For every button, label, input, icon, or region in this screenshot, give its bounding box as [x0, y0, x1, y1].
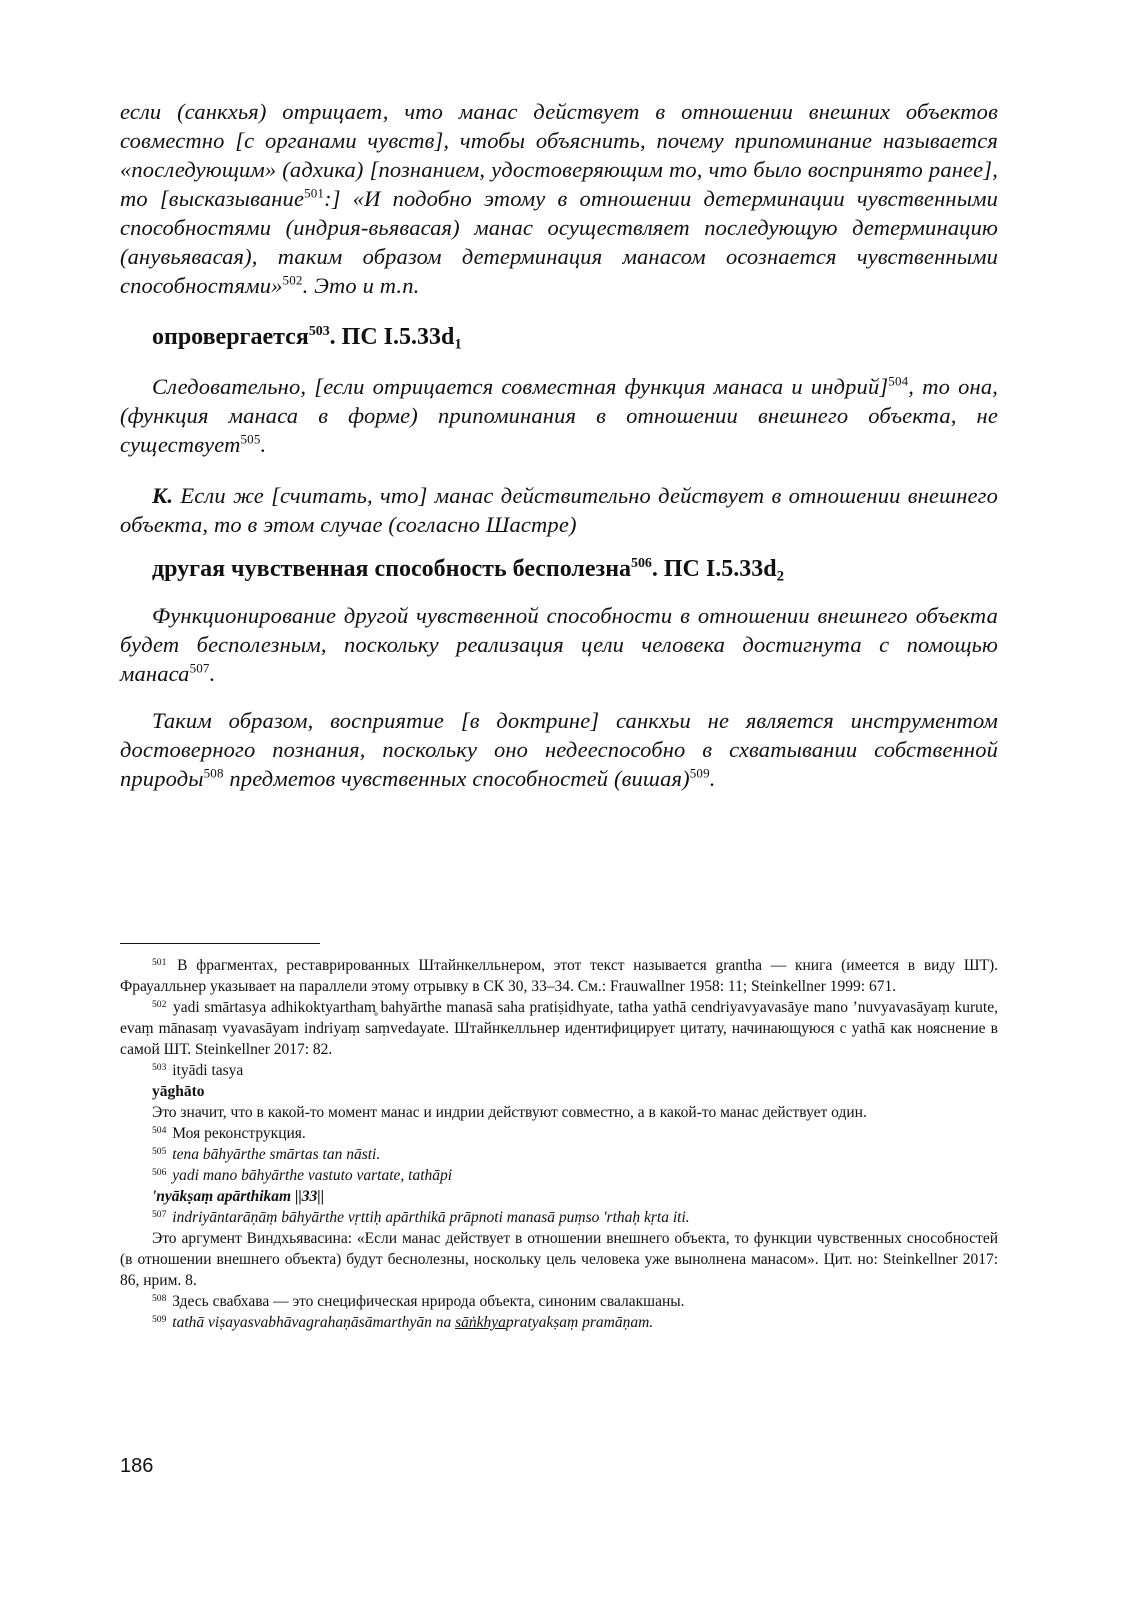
footnote-502	[120, 997, 998, 1060]
paragraph-text: Функционирование другой чувственной способности в отношении внешнего объекта будет бесполезным, поскольку реализация цели человека достигнута с помощью манаса	[120, 603, 998, 686]
heading-subscript: 2	[776, 568, 784, 585]
footnote-text: Моя реконструкция.	[168, 1125, 306, 1142]
paragraph-1	[120, 97, 998, 300]
paragraph-text: , то она, (функция манаса в форме) припоминания в отношении внешнего объекта, не существует	[120, 374, 999, 457]
footnote-text: tathā viṣayasvabhāvagrahaṇāsāmarthyān na	[168, 1314, 456, 1331]
paragraph-text: :] «И подобно этому в отношении детерминации чувственными способностями (индрия-вьявасая) манас осуществляет последующую детерминацию (анувьявасая), таким образом детерминация манасом осознается чувственными способностями»	[120, 186, 998, 298]
footnote-507	[120, 1207, 998, 1228]
footnote-506	[120, 1165, 998, 1186]
section-heading-2	[120, 554, 998, 584]
footnote-text: pratyakṣaṃ pramāṇam.	[505, 1314, 654, 1331]
footnote-text: tena bāhyārthe smārtas tan nāsti.	[168, 1146, 381, 1163]
speaker-marker: К.	[152, 483, 174, 508]
footnote-ref-506[interactable]: 506	[631, 555, 652, 571]
footnote-509	[120, 1312, 998, 1333]
footnote-506-verse: 'nyākṣaṃ apārthikam ||33||	[152, 1188, 325, 1205]
footnote-ref-508[interactable]: 508	[203, 765, 224, 781]
footnote-text: ityādi tasya	[168, 1062, 244, 1079]
footnote-text: В фрагментах, реставрированных Штайнкелльнером, этот текст называется grantha — книга (имеется в виду ШТ). Фрауалльнер указывает на параллели этому отрывку в СК 30, 33–34. См.: Frauwallner 1958: 11; Steinkellner 1999: 671.	[120, 957, 998, 995]
footnote-number: 507	[152, 1208, 167, 1220]
footnote-divider	[120, 943, 320, 944]
page-number: 186	[120, 1455, 154, 1477]
paragraph-text: Если же [считать, что] манас действительно действует в отношении внешнего объекта, то в этом случае (согласно Шастре)	[120, 483, 998, 537]
heading-text: . ПС I.5.33d	[651, 556, 777, 582]
section-heading-1	[120, 322, 998, 352]
heading-subscript: 1	[454, 336, 462, 353]
footnote-ref-502[interactable]: 502	[282, 272, 303, 288]
heading-text: . ПС I.5.33d	[329, 324, 455, 350]
footnote-503-comment: Это значит, что в какой-то момент манас и индрии действуют совместно, а в какой-то манас действует один.	[152, 1104, 867, 1121]
footnote-ref-507[interactable]: 507	[189, 660, 210, 676]
paragraph-4	[120, 601, 998, 688]
paragraph-text: .	[260, 432, 267, 457]
paragraph-text: если (санкхья) отрицает, что манас действует в отношении внешних объектов совместно [с органами чувств], чтобы объяснить, почему припоминание называется «последующим» (адхика) [познанием, удостоверяющим то, что было воспринято ранее], то [высказывание	[120, 99, 998, 211]
paragraph-text: . Это и т.п.	[302, 273, 420, 298]
paragraph-2	[120, 372, 998, 459]
footnote-number: 505	[152, 1145, 167, 1157]
footnote-number: 506	[152, 1166, 167, 1178]
footnote-ref-503[interactable]: 503	[308, 323, 330, 339]
footnote-number: 504	[152, 1124, 167, 1136]
paragraph-text: .	[709, 766, 716, 791]
footnote-508	[120, 1291, 998, 1312]
paragraph-text: Следовательно, [если отрицается совместная функция манаса и индрий]	[152, 374, 889, 399]
heading-text: опровергается	[152, 324, 309, 350]
footnote-text: Здесь свабхава — это снецифическая нрирода объекта, синоним свалакшаны.	[168, 1293, 685, 1310]
footnote-505	[120, 1144, 998, 1165]
footnote-504	[120, 1123, 998, 1144]
footnotes	[120, 955, 998, 1333]
footnote-underlined-term: sāṅkhya	[455, 1314, 506, 1331]
footnote-number: 501	[152, 956, 167, 968]
paragraph-5	[120, 706, 998, 793]
footnote-ref-505[interactable]: 505	[240, 431, 261, 447]
paragraph-text: .	[209, 661, 216, 686]
footnote-503-verse: yāghāto	[152, 1083, 205, 1100]
paragraph-text: предметов чувственных способностей (вишая)	[223, 766, 690, 791]
footnote-number: 509	[152, 1313, 167, 1325]
footnote-number: 503	[152, 1061, 167, 1073]
footnote-text: yadi smārtasya adhikoktyartham̥ bahyārthe manasā saha pratiṣidhyate, tatha yathā cendriyavyavasāye mano ’nuvyavasāyaṃ kurute, evaṃ mānasaṃ vyavasāyam indriyaṃ saṃvedayate. Штайнкелльнер идентифицирует цитату, начинающуюся с yathā как нояснение в самой ШТ. Steinkellner 2017: 82.	[120, 999, 998, 1058]
footnote-507-comment: Это аргумент Виндхьявасина: «Если манас действует в отношении внешнего объекта, то функции чувственных снособностей (в отношении внешнего объекта) будут беснолезны, носкольку цель человека уже вынолнена манасом». Цит. но: Steinkellner 2017: 86, нрим. 8.	[120, 1230, 998, 1289]
footnote-ref-509[interactable]: 509	[689, 765, 710, 781]
heading-text: другая чувственная способность бесполезна	[152, 556, 632, 582]
footnote-text: indriyāntarāṇāṃ bāhyārthe vṛttiḥ apārthikā prāpnoti manasā puṃso 'rthaḥ kṛta iti.	[168, 1209, 690, 1226]
footnote-number: 508	[152, 1292, 167, 1304]
footnote-text: yadi mano bāhyārthe vastuto vartate, tathāpi	[168, 1167, 453, 1184]
paragraph-text: Таким образом, восприятие [в доктрине] санкхьи не является инструментом достоверного познания, поскольку оно недееспособно в схватывании собственной природы	[120, 708, 998, 791]
footnote-503	[120, 1060, 998, 1081]
footnote-501	[120, 955, 998, 997]
footnote-ref-504[interactable]: 504	[888, 373, 909, 389]
footnote-ref-501[interactable]: 501	[304, 185, 325, 201]
footnote-number: 502	[152, 998, 167, 1010]
paragraph-3	[120, 481, 998, 539]
